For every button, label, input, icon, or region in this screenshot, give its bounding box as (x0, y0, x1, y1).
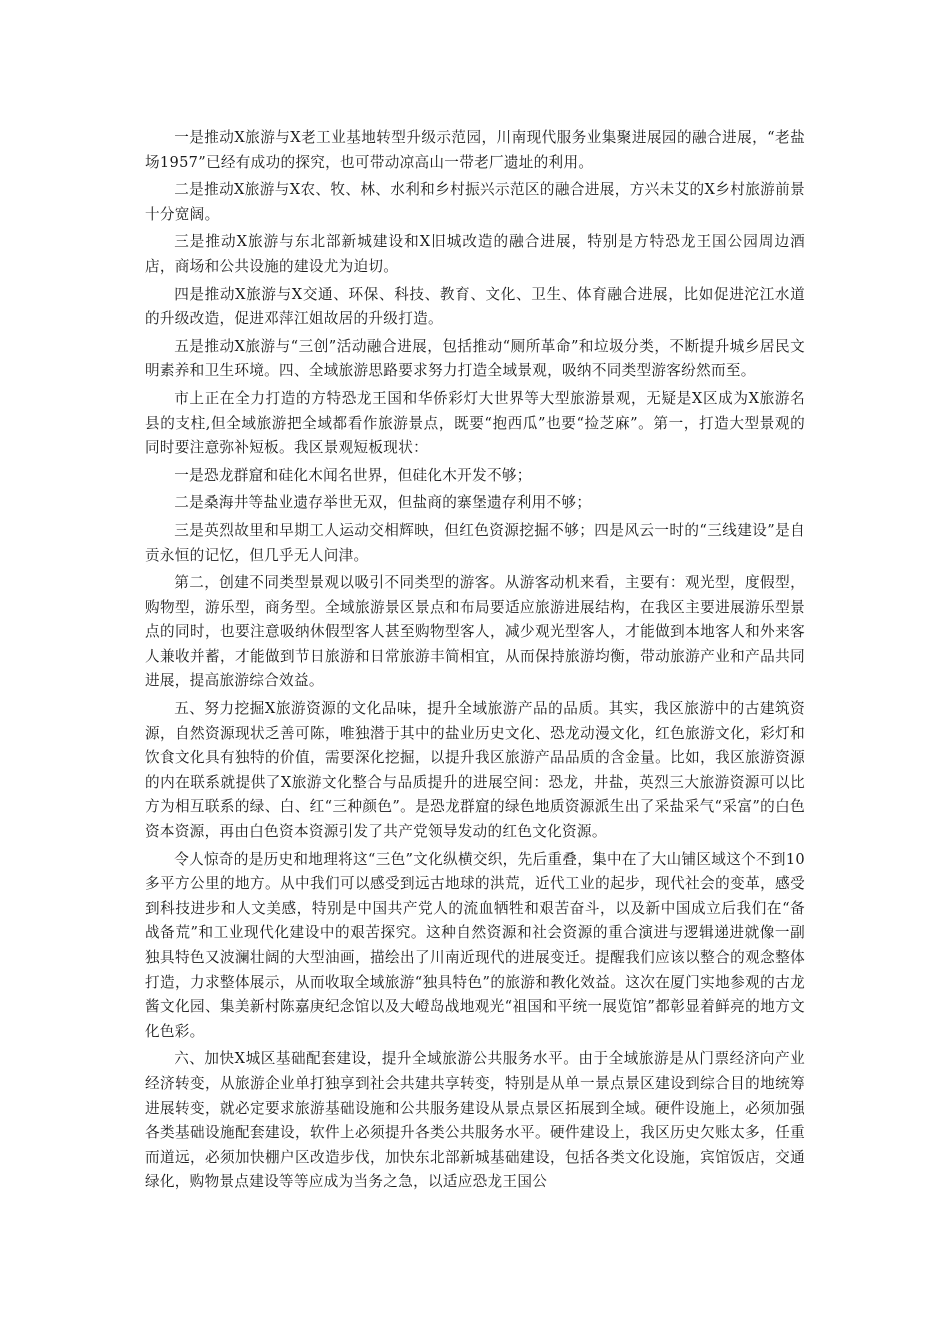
paragraph: 五、努力挖掘Ⅹ旅游资源的文化品味，提升全域旅游产品的品质。其实，我区旅游中的古建筑资源，自然资源现状乏善可陈，唯独潜于其中的盐业历史文化、恐龙动漫文化，红色旅游文化，彩灯和饮食文化具有独特的价值，需要深化挖掘，以提升我区旅游产品品质的含金量。比如，我区旅游资源的内在联系就提供了Ⅹ旅游文化整合与品质提升的进展空间：恐龙，井盐，英烈三大旅游资源可以比方为相互联系的绿、白、红“三种颜色”。是恐龙群窟的绿色地质资源派生出了采盐采气“采富”的白色资本资源，再由白色资本资源引发了共产党领导发动的红色文化资源。 (145, 700, 805, 841)
paragraph: 三是推动Ⅹ旅游与东北部新城建设和Ⅹ旧城改造的融合进展，特别是方特恐龙王国公园周边酒店，商场和公共设施的建设尤为迫切。 (145, 233, 805, 275)
paragraph: 市上正在全力打造的方特恐龙王国和华侨彩灯大世界等大型旅游景观，无疑是Ⅹ区成为Ⅹ旅游名县的支柱,但全域旅游把全域都看作旅游景点，既要“抱西瓜”也要“捡芝麻”。第一，打造大型景观的同时要注意弥补短板。我区景观短板现状： (145, 389, 805, 457)
paragraph: 令人惊奇的是历史和地理将这“三色”文化纵横交织，先后重叠，集中在了大山铺区域这个不到10多平方公里的地方。从中我们可以感受到远古地球的洪荒，近代工业的起步，现代社会的变革，感受到科技进步和人文美感，特别是中国共产党人的流血牺牲和艰苦奋斗，以及新中国成立后我们在“备战备荒”和工业现代化建设中的艰苦探究。这种自然资源和社会资源的重合演进与逻辑递进就像一副独具特色又波澜壮阔的大型油画，描绘出了川南近现代的进展变迁。提醒我们应该以整合的观念整体打造，力求整体展示，从而收取全域旅游“独具特色”的旅游和教化效益。这次在厦门实地参观的古龙酱文化园、集美新村陈嘉庚纪念馆以及大嶝岛战地观光“祖国和平统一展览馆”都彰显着鲜亮的地方文化色彩。 (145, 850, 805, 1040)
paragraph: 一是恐龙群窟和硅化木闻名世界，但硅化木开发不够； (174, 466, 532, 484)
paragraph: 二是推动Ⅹ旅游与Ⅹ农、牧、林、水利和乡村振兴示范区的融合进展，方兴未艾的Ⅹ乡村旅游前景十分宽阔。 (145, 181, 805, 223)
paragraph: 六、加快Ⅹ城区基础配套建设，提升全域旅游公共服务水平。由于全域旅游是从门票经济向产业经济转变，从旅游企业单打独享到社会共建共享转变，特别是从单一景点景区建设到综合目的地统筹进展转变，就必定要求旅游基础设施和公共服务建设从景点景区拓展到全域。硬件设施上，必须加强各类基础设施配套建设，软件上必须提升各类公共服务水平。硬件建设上，我区历史欠账太多，任重而道远，必须加快棚户区改造步伐，加快东北部新城基础建设，包括各类文化设施，宾馆饭店，交通绿化，购物景点建设等等应成为当务之急，以适应恐龙王国公 (145, 1050, 805, 1191)
document-body (145, 126, 805, 1198)
paragraph: 三是英烈故里和早期工人运动交相辉映，但红色资源挖掘不够；四是风云一时的“三线建设”是自贡永恒的记忆，但几乎无人问津。 (145, 521, 805, 564)
paragraph: 一是推动Ⅹ旅游与Ⅹ老工业基地转型升级示范园，川南现代服务业集聚进展园的融合进展，“老盐场1957”已经有成功的探究，也可带动凉高山一带老厂遗址的利用。 (145, 129, 805, 171)
paragraph: 第二，创建不同类型景观以吸引不同类型的游客。从游客动机来看，主要有：观光型，度假型，购物型，游乐型，商务型。全域旅游景区景点和布局要适应旅游进展结构，在我区主要进展游乐型景点的同时，也要注意吸纳休假型客人甚至购物型客人，减少观光型客人，才能做到本地客人和外来客人兼收并蓄，才能做到节日旅游和日常旅游丰简相宜，从而保持旅游均衡，带动旅游产业和产品共同进展，提高旅游综合效益。 (145, 574, 805, 690)
paragraph: 五是推动Ⅹ旅游与“三创”活动融合进展，包括推动“厕所革命”和垃圾分类，不断提升城乡居民文明素养和卫生环境。四、全域旅游思路要求努力打造全域景观，吸纳不同类型游客纷然而至。 (145, 337, 805, 380)
paragraph: 二是桑海井等盐业遗存举世无双，但盐商的寨堡遗存利用不够； (174, 494, 592, 512)
paragraph: 四是推动Ⅹ旅游与Ⅹ交通、环保、科技、教育、文化、卫生、体育融合进展，比如促进沱江水道的升级改造，促进邓萍江姐故居的升级打造。 (145, 285, 805, 328)
